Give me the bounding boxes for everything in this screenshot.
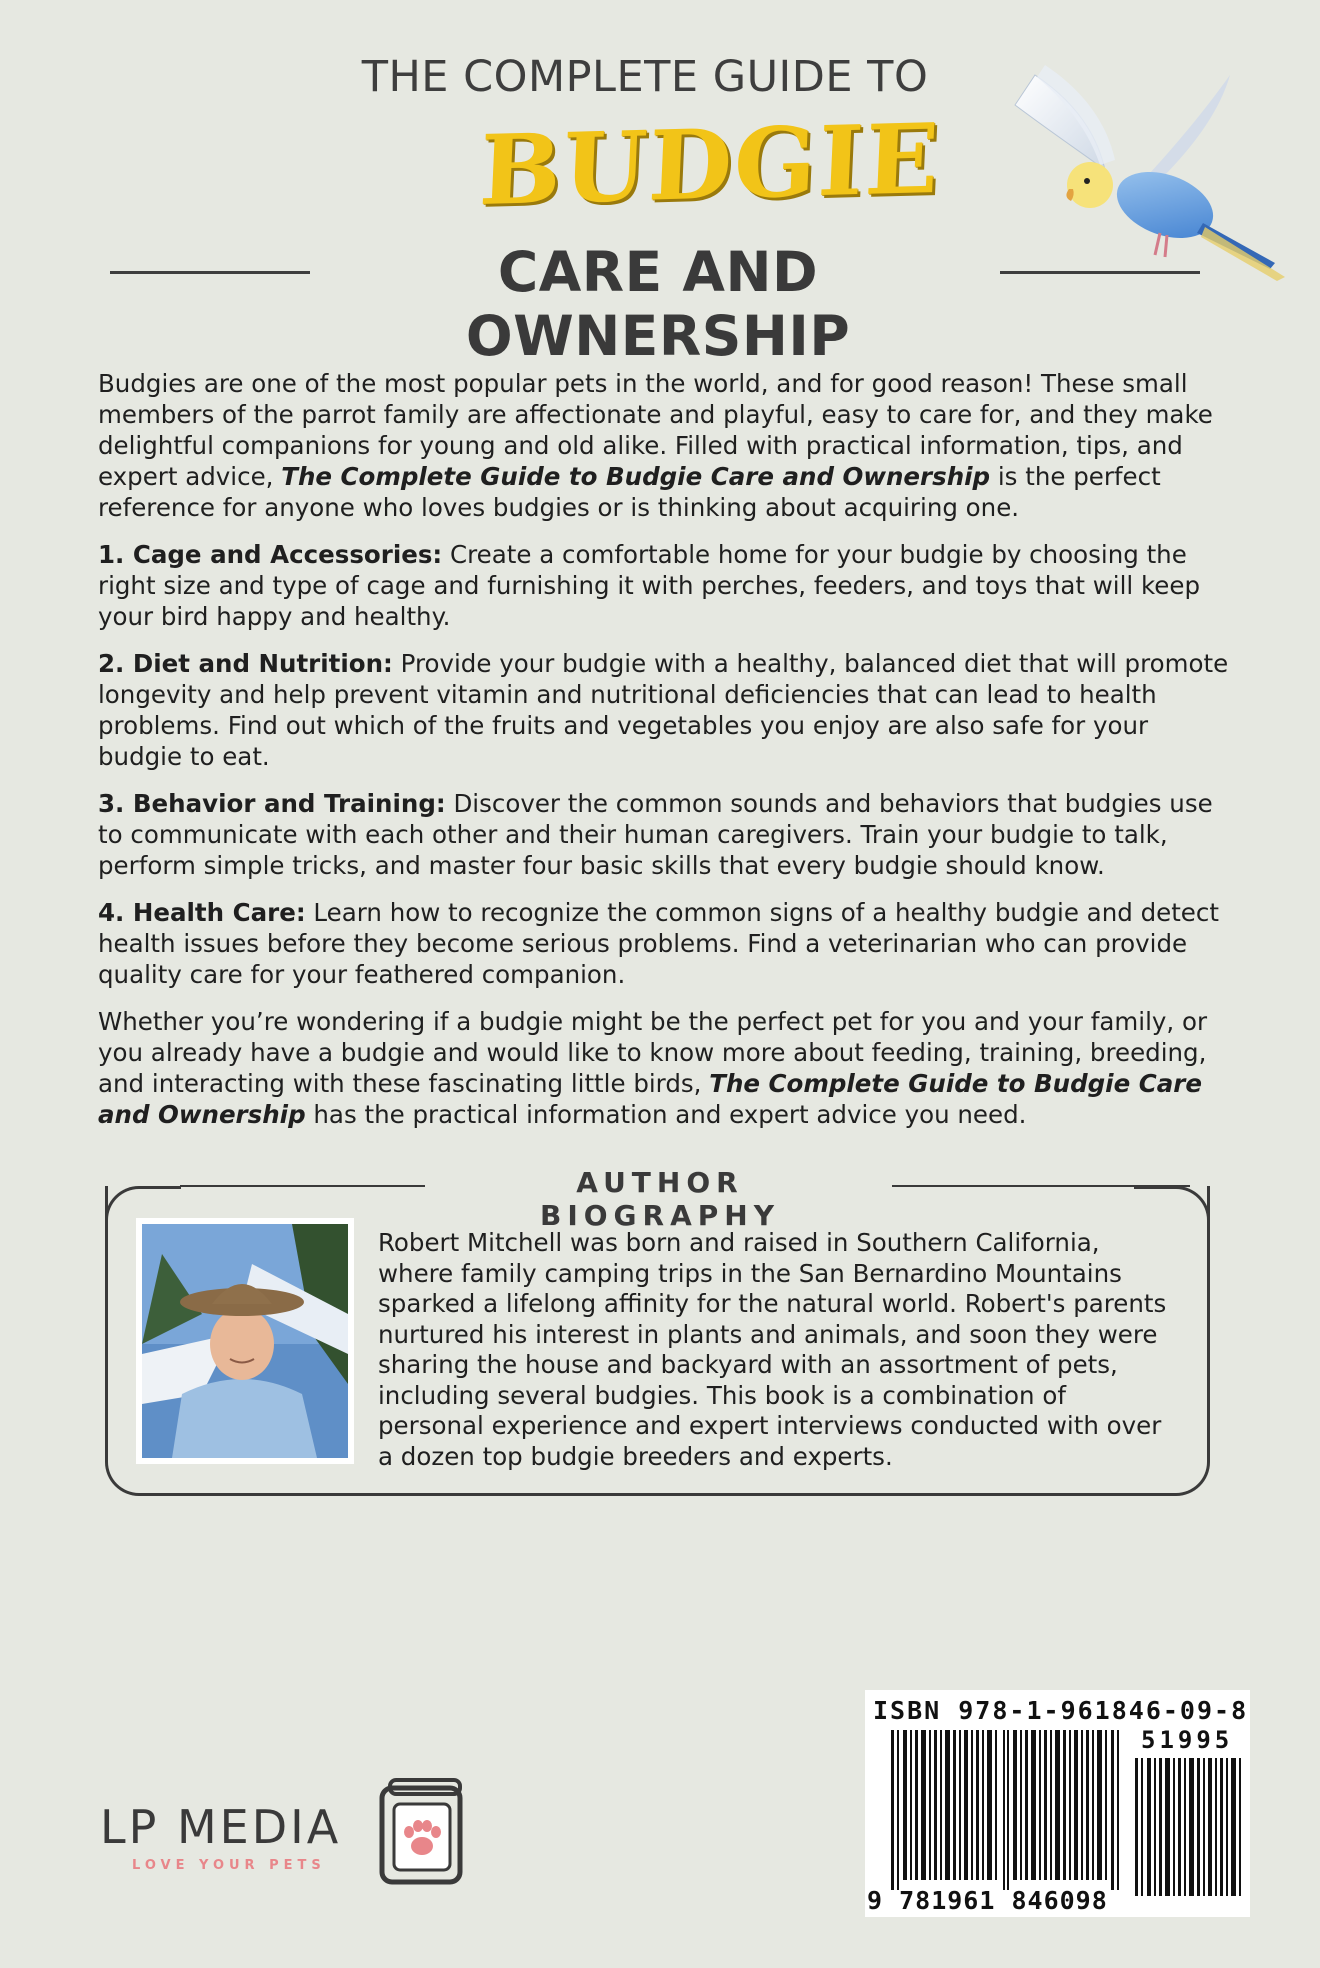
- point-behavior-lead: 3. Behavior and Training:: [98, 789, 446, 818]
- point-cage: [98, 539, 1238, 632]
- closing-paragraph: Whether you’re wondering if a budgie might be the perfect pet for you and your family, or you already have a budgie and would like to know more about feeding, training, breeding, and interacting with these fascinating little birds, The Complete Guide to Budgie Care and Ownership has the practical information and expert advice you need.: [98, 1007, 1208, 1129]
- publisher-block: [100, 1778, 480, 1888]
- publisher-name: LP MEDIA: [100, 1800, 342, 1854]
- title-subtitle: CARE AND OWNERSHIP: [465, 240, 851, 368]
- paw-book-icon: [376, 1778, 468, 1888]
- point-diet-lead: 2. Diet and Nutrition:: [98, 649, 393, 678]
- point-health-text: Learn how to recognize the common signs of a healthy budgie and detect health issues before they become serious problems. Find a veterinarian who can provide quality care for your feathered companion.: [98, 898, 1219, 989]
- author-photo-image: [142, 1224, 348, 1458]
- point-cage-lead: 1. Cage and Accessories:: [98, 540, 443, 569]
- point-health-lead: 4. Health Care:: [98, 898, 306, 927]
- point-behavior-text: Discover the common sounds and behaviors that budgies use to communicate with each other and their human caregivers. Train your budgie to talk, perform simple tricks, and master four basic skills that every budgie should know.: [98, 789, 1213, 880]
- bio-text: Robert Mitchell was born and raised in Southern California, where family camping trips in the San Bernardino Mountains sparked a lifelong affinity for the natural world. Robert's parents nurtured his interest in plants and animals, and soon they were sharing the house and backyard with an assortment of pets, including several budgies. This book is a combination of personal experience and expert interviews conducted with over a dozen top budgie breeders and experts.: [378, 1228, 1167, 1471]
- intro-paragraph: Budgies are one of the most popular pets in the world, and for good reason! These small members of the parrot family are affectionate and playful, easy to care for, and they make delightful companions for young and old alike. Filled with practical information, tips, and expert advice, The Complete Guide to Budgie Care and Ownership is the perfect reference for anyone who loves budgies or is thinking about acquiring one.: [98, 369, 1213, 522]
- point-diet-text: Provide your budgie with a healthy, balanced diet that will promote longevity and help prevent vitamin and nutritional deficiencies that can lead to health problems. Find out which of the fruits and vegetables you enjoy are also safe for your budgie to eat.: [98, 649, 1229, 771]
- bio-heading-row: [180, 1166, 1260, 1232]
- point-diet: [98, 648, 1238, 772]
- description: [98, 368, 1238, 1146]
- author-photo: [136, 1218, 354, 1464]
- bio-rule-left: [180, 1185, 425, 1187]
- title-main: BUDGIE: [477, 101, 943, 228]
- point-behavior: [98, 788, 1238, 881]
- intro-book-title: The Complete Guide to Budgie Care and Ownership: [281, 462, 991, 491]
- price-barcode: [1133, 1758, 1245, 1896]
- bio-heading: AUTHOR BIOGRAPHY: [539, 1166, 780, 1232]
- isbn-barcode: [891, 1730, 1126, 1890]
- point-health: [98, 897, 1238, 990]
- budgie-illustration: [975, 55, 1295, 295]
- closing-book-title: The Complete Guide to Budgie Care and Ownership: [98, 1069, 1202, 1129]
- point-cage-text: Create a comfortable home for your budgie by choosing the right size and type of cage and furnishing it with perches, feeders, and toys that will keep your bird happy and healthy.: [98, 540, 1200, 631]
- isbn-label: ISBN 978-1-961846-09-8: [873, 1696, 1249, 1725]
- bio-rule-right: [892, 1185, 1190, 1187]
- price-code: 51995: [1141, 1726, 1234, 1754]
- title-prefix: THE COMPLETE GUIDE TO: [361, 52, 929, 102]
- publisher-tagline: LOVE YOUR PETS: [132, 1858, 326, 1873]
- subtitle-rule-left: [110, 271, 310, 274]
- ean-digits: 9 781961 846098: [867, 1886, 1108, 1915]
- barcode-panel: [865, 1690, 1250, 1917]
